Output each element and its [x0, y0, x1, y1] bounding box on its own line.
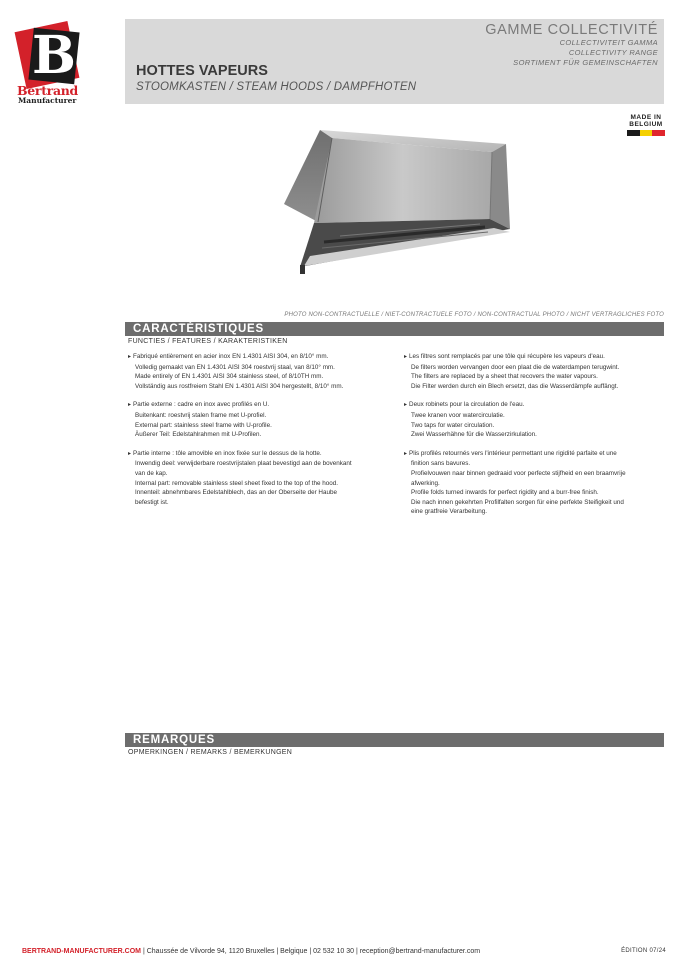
- feature-line-fr: ▸ Les filtres sont remplacés par une tôle qui récupère les vapeurs d'eau.: [404, 352, 656, 363]
- characteristics-bar: [125, 322, 664, 336]
- remarks-bar: [125, 733, 664, 747]
- flag-stripe-red: [652, 130, 665, 136]
- range-title-de: SORTIMENT FÜR GEMEINSCHAFTEN: [513, 58, 658, 67]
- feature-line-translation: Profile folds turned inwards for perfect rigidity and a burr-free finish.: [411, 489, 599, 497]
- header-band: [125, 19, 664, 104]
- feature-line-translation: Äußerer Teil: Edelstahlrahmen mit U-Profilen.: [135, 431, 262, 439]
- brand-logo: [17, 24, 85, 106]
- footer-website-link[interactable]: BERTRAND-MANUFACTURER.COM: [22, 948, 141, 955]
- remarks-title: REMARQUES: [133, 734, 215, 746]
- flag-stripe-black: [627, 130, 640, 136]
- edition-label: ÉDITION 07/24: [621, 948, 666, 954]
- photo-caption: PHOTO NON-CONTRACTUELLE / NIET-CONTRACTUELE FOTO / NON-CONTRACTUAL PHOTO / NICHT VERTRAGLICHES FOTO: [284, 312, 664, 318]
- characteristics-left-column: [128, 352, 380, 516]
- flag-stripe-yellow: [640, 130, 653, 136]
- feature-line-translation: van de kap.: [135, 469, 168, 477]
- feature-line-translation: De filters worden vervangen door een plaat die de waterdampen terugwint.: [411, 363, 620, 371]
- feature-item: [404, 352, 656, 391]
- footer: [22, 948, 480, 955]
- badge-line-2: BELGIUM: [629, 121, 663, 128]
- feature-item: [128, 449, 380, 508]
- feature-line-fr: ▸ Fabriqué entièrement en acier inox EN 1.4301 AISI 304, en 8/10° mm.: [128, 352, 380, 363]
- feature-line-translation: Vollständig aus rostfreiem Stahl EN 1.4301 AISI 304 hergestellt, 8/10° mm.: [135, 382, 344, 390]
- feature-line-fr: ▸ Plis profilés retournés vers l'intérieur permettant une rigidité parfaite et une: [404, 449, 656, 460]
- feature-line-translation: Volledig gemaakt van EN 1.4301 AISI 304 roestvrij staal, van 8/10° mm.: [135, 363, 335, 371]
- feature-line-translation: Buitenkant: roestvrij stalen frame met U-profiel.: [135, 411, 267, 419]
- feature-item: [404, 400, 656, 439]
- range-title-en: COLLECTIVITY RANGE: [568, 48, 658, 57]
- feature-line-translation: afwerking.: [411, 479, 440, 487]
- feature-line-fr: ▸ Partie externe : cadre en inox avec profilés en U.: [128, 400, 380, 411]
- range-title: GAMME COLLECTIVITÉ: [485, 22, 658, 38]
- feature-line-fr: ▸ Partie interne : tôle amovible en inox fixée sur le dessus de la hotte.: [128, 449, 380, 460]
- feature-line-translation: Twee kranen voor watercirculatie.: [411, 411, 505, 419]
- feature-line-translation: finition sans bavures.: [411, 460, 471, 468]
- feature-line-translation: Zwei Wasserhähne für die Wasserzirkulation.: [411, 431, 537, 439]
- feature-line-translation: befestigt ist.: [135, 498, 169, 506]
- feature-line-translation: Two taps for water circulation.: [411, 421, 495, 429]
- feature-line-translation: Inwendig deel: verwijderbare roestvrijstalen plaat bevestigd aan de bovenkant: [135, 460, 352, 468]
- characteristics-right-column: [404, 352, 656, 526]
- feature-line-translation: Die Filter werden durch ein Blech ersetzt, das die Wasserdämpfe auffängt.: [411, 382, 619, 390]
- belgian-flag-icon: [627, 130, 665, 136]
- range-title-nl: COLLECTIVITEIT GAMMA: [559, 38, 658, 47]
- feature-item: [404, 449, 656, 517]
- feature-line-translation: Innenteil: abnehmbares Edelstahlblech, das an der Oberseite der Haube: [135, 489, 337, 497]
- product-title: HOTTES VAPEURS: [136, 63, 268, 79]
- remarks-subtitle: OPMERKINGEN / REMARKS / BEMERKUNGEN: [128, 749, 293, 756]
- feature-line-translation: External part: stainless steel frame with U-profile.: [135, 421, 272, 429]
- logo-subtitle: Manufacturer: [18, 96, 77, 105]
- feature-line-translation: Profielvouwen naar binnen gedraaid voor perfecte stijfheid en een braamvrije: [411, 469, 626, 477]
- feature-line-translation: eine gratfreie Verarbeitung.: [411, 508, 487, 516]
- feature-line-fr: ▸ Deux robinets pour la circulation de l'eau.: [404, 400, 656, 411]
- footer-contact: | Chaussée de Vilvorde 94, 1120 Bruxelles | Belgique | 02 532 10 30 | reception@bertrand-manufacturer.com: [141, 948, 481, 955]
- product-subtitle: STOOMKASTEN / STEAM HOODS / DAMPFHOTEN: [136, 81, 417, 93]
- made-in-belgium-badge: [627, 114, 665, 136]
- characteristics-subtitle: FUNCTIES / FEATURES / KARAKTERISTIKEN: [128, 338, 288, 345]
- logo-wordmark: Bertrand: [17, 83, 78, 98]
- feature-item: [128, 352, 380, 391]
- feature-line-translation: The filters are replaced by a sheet that recovers the water vapours.: [411, 373, 598, 381]
- feature-line-translation: Made entirely of EN 1.4301 AISI 304 stainless steel, of 8/10TH mm.: [135, 373, 324, 381]
- feature-line-translation: Die nach innen gekehrten Profilfalten sorgen für eine perfekte Steifigkeit und: [411, 498, 624, 506]
- product-photo: [280, 124, 520, 279]
- badge-line-1: MADE IN: [630, 114, 662, 121]
- logo-letter: B: [32, 25, 76, 86]
- characteristics-title: CARACTÉRISTIQUES: [133, 323, 265, 335]
- feature-line-translation: Internal part: removable stainless steel sheet fixed to the top of the hood.: [135, 479, 339, 487]
- feature-item: [128, 400, 380, 439]
